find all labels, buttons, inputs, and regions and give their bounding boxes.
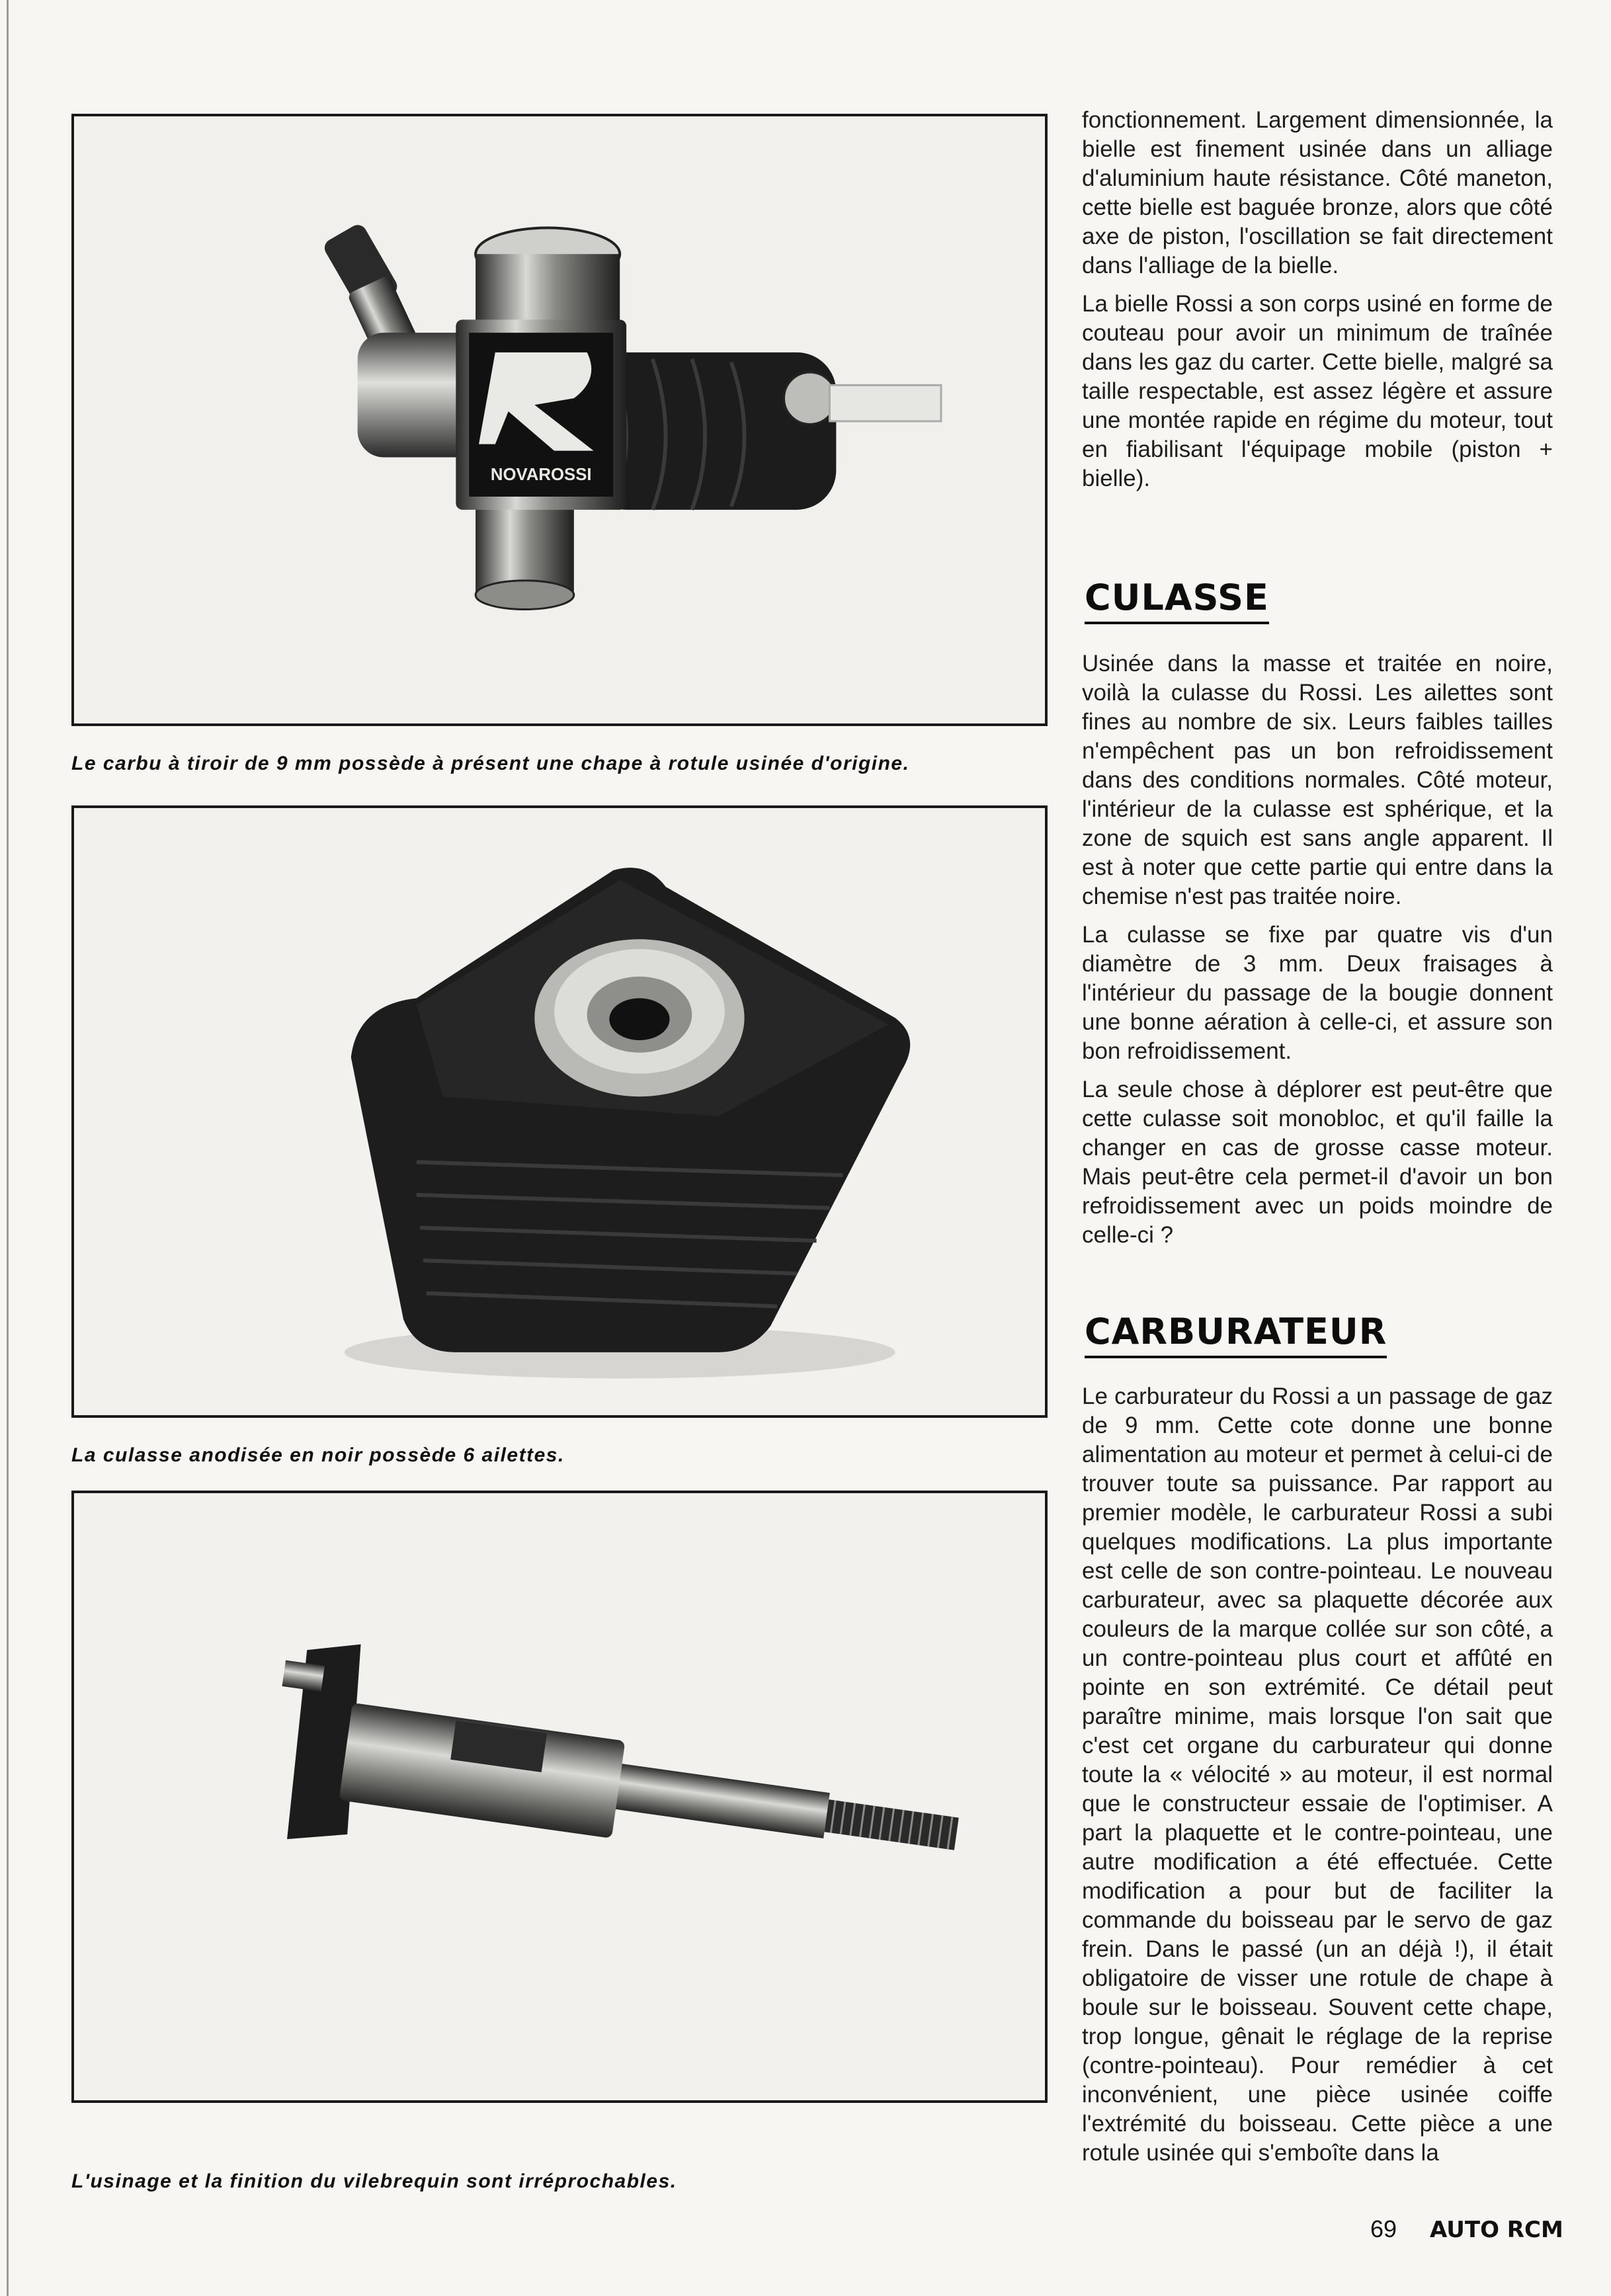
magazine-name: AUTO RCM [1430,2217,1563,2243]
culasse-paragraph: Usinée dans la masse et traitée en noire, voilà la culasse du Rossi. Les ailettes sont fines au nombre de six. Leurs faibles tailles n'empêchent pas un bon refroidissement dans des conditions normales. Côté moteur, l'intérieur de la culasse est sphérique, et la zone de squich est sans angle apparent. Il est à noter que cette partie qui entre dans la chemise n'est pas traitée noire. [1082,651,1553,909]
photo-carburetor-caption: Le carbu à tiroir de 9 mm possède à présent une chape à rotule usinée d'origine. [71,753,910,774]
novarossi-logo-text: NOVAROSSI [490,466,592,485]
intro-paragraph: La bielle Rossi a son corps usiné en forme de couteau pour avoir un minimum de traînée dans les gaz du carter. Cette bielle, malgré sa taille respectable, est assez légère et assure une montée rapide en régime du moteur, tout en fiabilisant l'équipage mobile (piston + bielle). [1082,291,1553,491]
carburetor-image [74,116,1045,723]
section-carburateur-body [1082,1382,1553,2177]
page-number: 69 [1370,2215,1397,2242]
section-culasse-body [1082,649,1553,1259]
heading-culasse: CULASSE [1085,578,1269,624]
culasse-paragraph: La seule chose à déplorer est peut-être que cette culasse soit monobloc, et qu'il faille la changer en cas de grosse casse moteur. Mais peut-être cela permet-il d'avoir un bon refroidissement avec un poids moindre de celle-ci ? [1082,1077,1553,1248]
carburateur-paragraph: Le carburateur du Rossi a un passage de gaz de 9 mm. Cette cote donne une bonne alimentation au moteur et permet à celui-ci de trouver toute sa puissance. Par rapport au premier modèle, le carburateur Rossi a subi quelques modifications. La plus importante est celle de son contre-pointeau. Le nouveau carburateur, avec sa plaquette décorée aux couleurs de la marque collée sur son côté, a un contre-pointeau plus court et affûté en pointe en son extrémité. Ce détail peut paraître minime, mais lorsque l'on sait que c'est cet organe du carburateur qui donne toute la « vélocité » au moteur, il est normal que le constructeur essaie de l'optimiser. A part la plaquette et le contre-pointeau, une autre modification a été effectuée. Cette modification a pour but de faciliter la commande du boisseau par le servo de gaz frein. Dans le passé (un an déjà !), il était obligatoire de visser une rotule de chape à boule sur le boisseau. Souvent cette chape, trop longue, gênait le réglage de la reprise (contre-pointeau). Pour remédier à cet inconvénient, une pièce usinée coiffe l'extrémité du boisseau. Cette pièce a une rotule usinée qui s'emboîte dans la [1082,1383,1553,2166]
photo-cylinder-head-caption: La culasse anodisée en noir possède 6 ailettes. [71,1444,565,1466]
article-intro [1082,106,1553,503]
culasse-paragraph: La culasse se fixe par quatre vis d'un diamètre de 3 mm. Deux fraisages à l'intérieur du passage de la bougie donnent une bonne aération à celle-ci, et assure son bon refroidissement. [1082,922,1553,1064]
photo-crankshaft [71,1491,1048,2103]
photo-cylinder-head [71,805,1048,1418]
scan-margin-line [7,0,9,2296]
intro-paragraph: fonctionnement. Largement dimensionnée, la bielle est finement usinée dans un alliage d'aluminium haute résistance. Côté maneton, cette bielle est baguée bronze, alors que côté axe de piston, l'oscillation se fait directement dans l'alliage de la bielle. [1082,107,1553,278]
photo-crankshaft-caption: L'usinage et la finition du vilebrequin sont irréprochables. [71,2170,677,2192]
heading-carburateur: CARBURATEUR [1085,1312,1387,1358]
crankshaft-image [74,1493,1045,2100]
cylinder-head-image [74,808,1045,1415]
photo-carburetor [71,114,1048,726]
